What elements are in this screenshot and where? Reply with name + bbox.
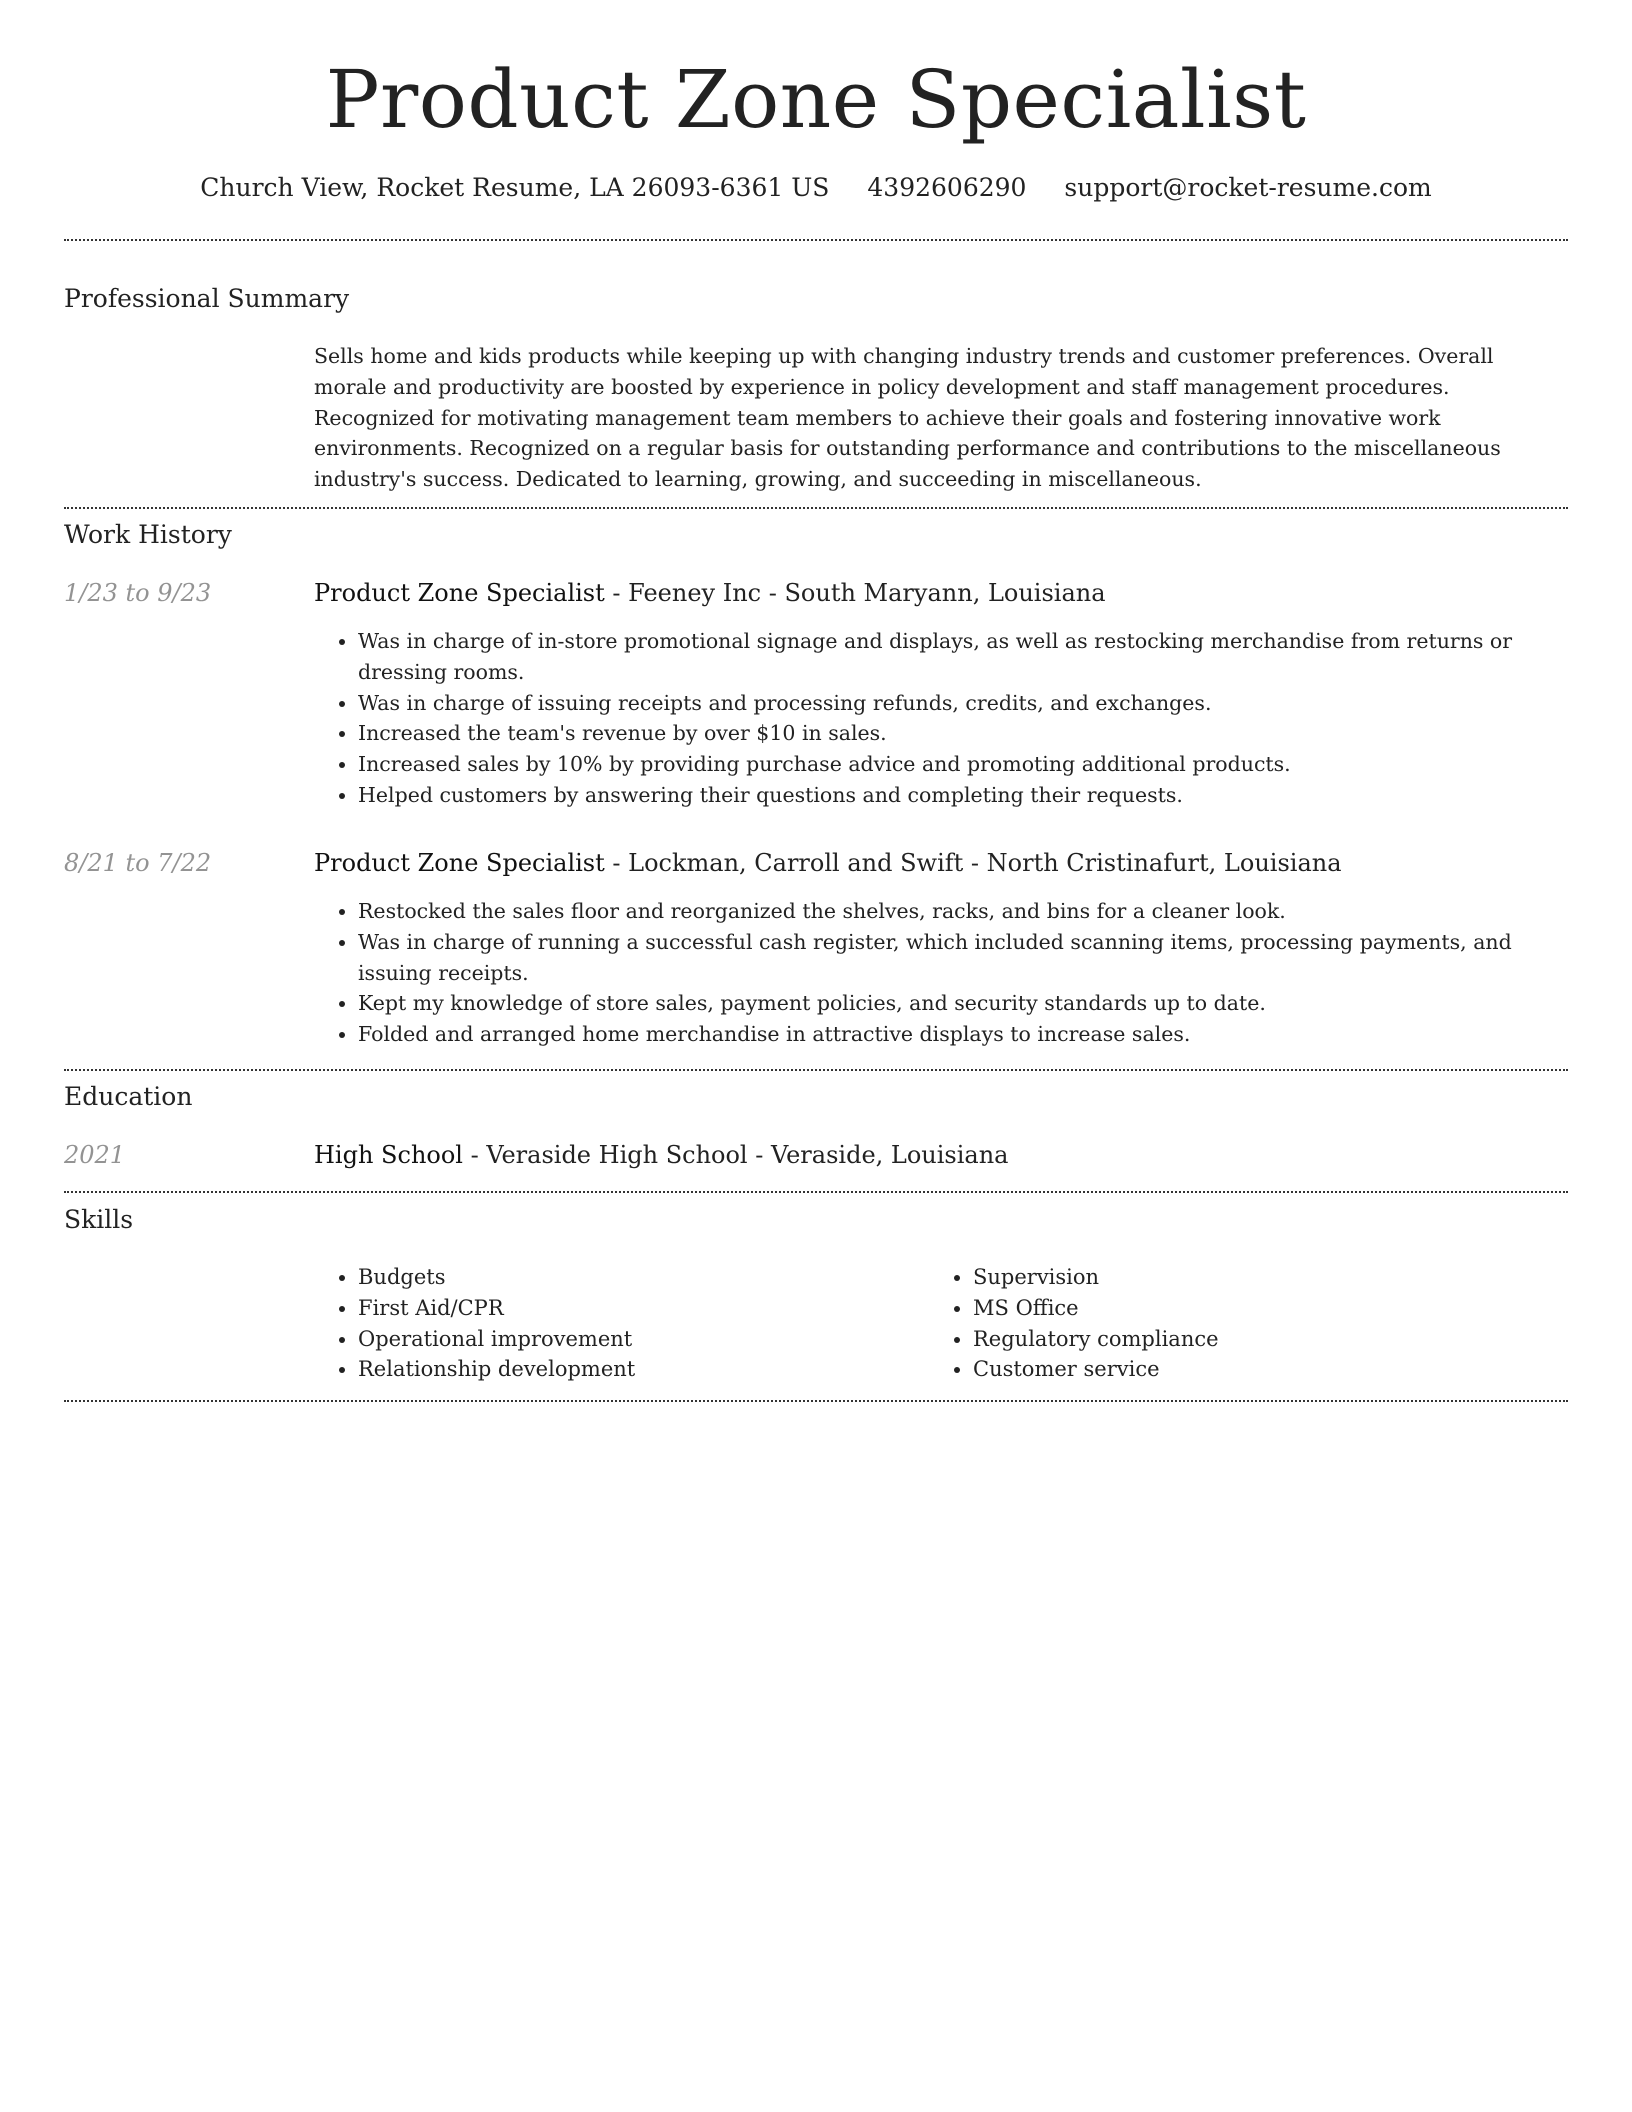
list-item: • Folded and arranged home merchandise in attractive displays to increase sales. (358, 1019, 1568, 1050)
list-item: • Was in charge of in-store promotional signage and displays, as well as restocking merchandise from returns or dressing rooms. (358, 626, 1568, 688)
list-item: • Restocked the sales floor and reorganized the shelves, racks, and bins for a cleaner look. (358, 896, 1568, 927)
job-details: - Lockman, Carroll and Swift - North Cristinafurt, Louisiana (604, 849, 1342, 877)
list-item: • Increased the team's revenue by over $10 in sales. (358, 718, 1568, 749)
education-entry (314, 1138, 1009, 1172)
divider (64, 239, 1568, 241)
list-item: • Supervision (973, 1262, 1529, 1293)
resume-name: Product Zone Specialist (325, 53, 1307, 146)
education-year: 2021 (64, 1141, 126, 1169)
job-title (314, 846, 1342, 880)
contact-email: support@rocket-resume.com (1064, 173, 1432, 202)
education-details: - Veraside High School - Veraside, Louisiana (462, 1141, 1009, 1169)
list-item: • Regulatory compliance (973, 1324, 1529, 1355)
list-item: • Budgets (358, 1262, 914, 1293)
divider (64, 1069, 1568, 1071)
list-item: • First Aid/CPR (358, 1293, 914, 1324)
job-role: Product Zone Specialist (314, 849, 605, 877)
skills-list-left (314, 1262, 914, 1385)
job-title (314, 576, 1106, 610)
job-dates: 8/21 to 7/22 (64, 849, 212, 877)
list-item: • Increased sales by 10% by providing purchase advice and promoting additional products. (358, 749, 1568, 780)
section-title-work: Work History (64, 520, 232, 549)
education-degree: High School (314, 1141, 463, 1169)
section-title-summary: Professional Summary (64, 284, 350, 313)
summary-text: Sells home and kids products while keeping up with changing industry trends and customer preferences. Overall morale and productivity are boosted by experience in policy development and staff management procedures. Recognized for motivating management team members to achieve their goals and fostering innovative work environments. Recognized on a regular basis for outstanding performance and contributions to the miscellaneous industry's success. Dedicated to learning, growing, and succeeding in miscellaneous. (314, 344, 1501, 492)
divider (64, 1400, 1568, 1402)
skills-list-right (929, 1262, 1529, 1385)
job-bullets (314, 626, 1568, 811)
divider (64, 507, 1568, 509)
divider (64, 1191, 1568, 1193)
list-item: • Kept my knowledge of store sales, payment policies, and security standards up to date. (358, 988, 1568, 1019)
list-item: • Helped customers by answering their questions and completing their requests. (358, 780, 1568, 811)
job-details: - Feeney Inc - South Maryann, Louisiana (604, 579, 1106, 607)
list-item: • Relationship development (358, 1354, 914, 1385)
job-bullets (314, 896, 1568, 1050)
list-item: • Customer service (973, 1354, 1529, 1385)
contact-phone: 4392606290 (867, 173, 1027, 202)
job-role: Product Zone Specialist (314, 579, 605, 607)
contact-line (0, 170, 1632, 206)
list-item: • Operational improvement (358, 1324, 914, 1355)
section-title-skills: Skills (64, 1205, 134, 1234)
list-item: • Was in charge of issuing receipts and processing refunds, credits, and exchanges. (358, 688, 1568, 719)
list-item: • MS Office (973, 1293, 1529, 1324)
section-title-education: Education (64, 1082, 193, 1111)
job-dates: 1/23 to 9/23 (64, 579, 212, 607)
list-item: • Was in charge of running a successful cash register, which included scanning items, processing payments, and issuing receipts. (358, 927, 1568, 989)
contact-address: Church View, Rocket Resume, LA 26093-6361 US (200, 173, 830, 202)
